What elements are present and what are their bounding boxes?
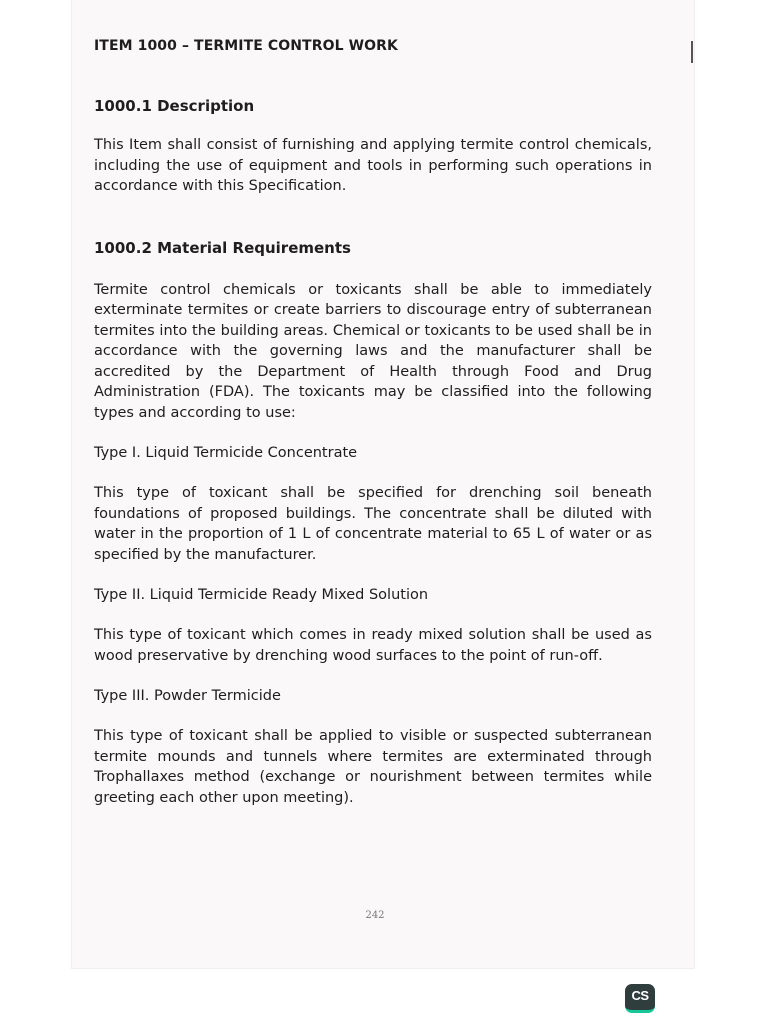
item-title: ITEM 1000 – TERMITE CONTROL WORK [94, 38, 398, 54]
type-2-label: Type II. Liquid Termicide Ready Mixed Solution [94, 587, 429, 603]
camscanner-logo-icon: CS [625, 984, 655, 1013]
description-paragraph: This Item shall consist of furnishing and applying termite control chemicals, including the use of equipment and tools in performing such operations in accordance with this Specification. [94, 137, 652, 194]
type-1-paragraph: This type of toxicant shall be specified for drenching soil beneath foundations of proposed buildings. The concentrate shall be diluted with water in the proportion of 1 L of concentrate material to 65 L of water or as specified by the manufacturer. [94, 485, 652, 563]
section-heading-material-requirements: 1000.2 Material Requirements [94, 238, 351, 257]
type-3-paragraph: This type of toxicant shall be applied to visible or suspected subterranean termite mounds and tunnels where termites are exterminated through Trophallaxes method (exchange or nourishment between termites while greeting each other upon meeting). [94, 728, 652, 806]
margin-mark [691, 41, 693, 63]
type-1-label: Type I. Liquid Termicide Concentrate [94, 445, 358, 461]
type-2-paragraph: This type of toxicant which comes in ready mixed solution shall be used as wood preservative by drenching wood surfaces to the point of run-off. [94, 627, 652, 664]
page-number: 242 [365, 910, 385, 921]
material-requirements-paragraph: Termite control chemicals or toxicants shall be able to immediately exterminate termites or create barriers to discourage entry of subterranean termites into the building areas. Chemical or toxicants to be used shall be in accordance with the governing laws and the manufacturer shall be accredited by the Department of Health through Food and Drug Administration (FDA). The toxicants may be classified into the following types and according to use: [94, 281, 652, 421]
document-body [94, 36, 652, 808]
type-3-label: Type III. Powder Termicide [94, 688, 281, 704]
section-heading-description: 1000.1 Description [94, 97, 255, 115]
